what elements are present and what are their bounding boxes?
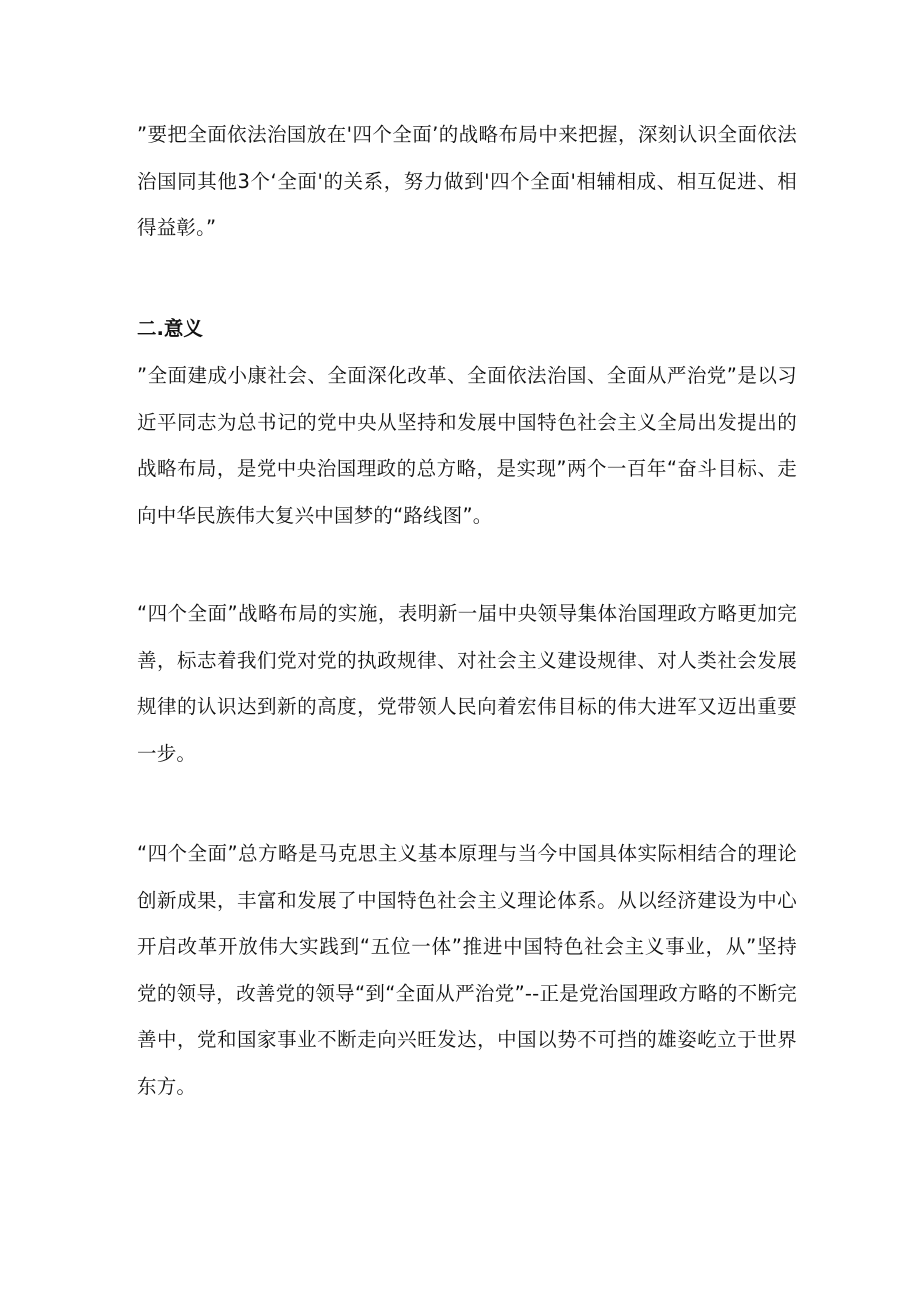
section-heading: 二.意义 [137, 317, 203, 340]
paragraph-3: “四个全面”战略布局的实施，表明新一届中央领导集体治国理政方略更加完善，标志着我们党对党的执政规律、对社会主义建设规律、对人类社会发展规律的认识达到新的高度，党带领人民向着宏伟目标的伟大进军又迈出重要一步。 [137, 602, 797, 765]
paragraph-1: ”要把全面依法治国放在'四个全面’的战略布局中来把握，深刻认识全面依法治国同其他3个‘全面'的关系，努力做到'四个全面'相辅相成、相互促进、相得益彰。” [137, 123, 797, 239]
paragraph-2: ”全面建成小康社会、全面深化改革、全面依法治国、全面从严治党”是以习近平同志为总书记的党中央从坚持和发展中国特色社会主义全局出发提出的战略布局，是党中央治国理政的总方略，是实现”两个一百年“奋斗目标、走向中华民族伟大复兴中国梦的“路线图”。 [137, 364, 797, 527]
paragraph-4: “四个全面”总方略是马克思主义基本原理与当今中国具体实际相结合的理论创新成果，丰富和发展了中国特色社会主义理论体系。从以经济建设为中心开启改革开放伟大实践到“五位一体”推进中国特色社会主义事业，从”坚持党的领导，改善党的领导“到“全面从严治党”--正是党治国理政方略的不断完善中，党和国家事业不断走向兴旺发达，中国以势不可挡的雄姿屹立于世界东方。 [137, 842, 797, 1098]
